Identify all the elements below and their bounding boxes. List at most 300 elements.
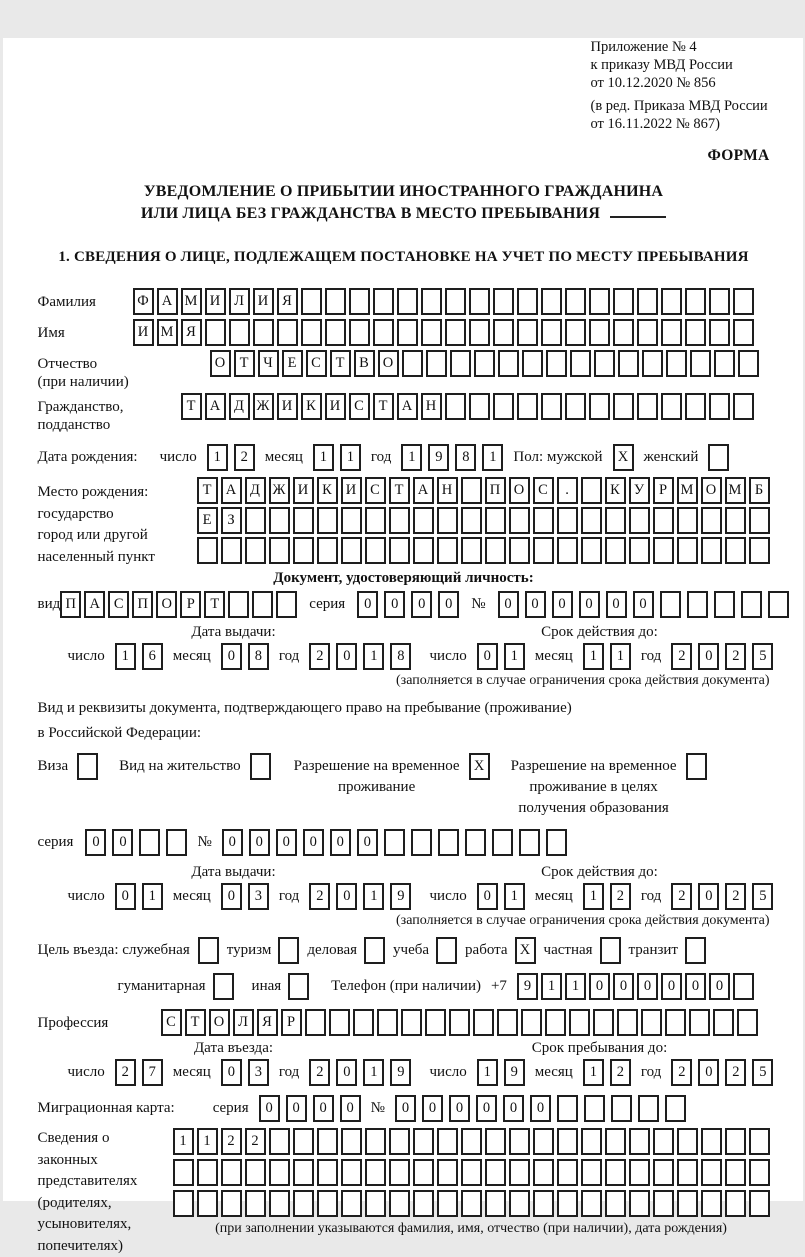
- study-checkbox[interactable]: [436, 937, 457, 964]
- char-cell[interactable]: А: [221, 477, 242, 504]
- char-cell[interactable]: [509, 507, 530, 534]
- char-cell[interactable]: [570, 350, 591, 377]
- char-cell[interactable]: Ж: [253, 393, 274, 420]
- char-cell[interactable]: [245, 537, 266, 564]
- char-cell[interactable]: [384, 829, 405, 856]
- char-cell[interactable]: [509, 1159, 530, 1186]
- char-cell[interactable]: С: [365, 477, 386, 504]
- char-cell[interactable]: [197, 537, 218, 564]
- char-cell[interactable]: Л: [229, 288, 250, 315]
- char-cell[interactable]: 0: [115, 883, 136, 910]
- char-cell[interactable]: [589, 319, 610, 346]
- char-cell[interactable]: [411, 829, 432, 856]
- char-cell[interactable]: Я: [181, 319, 202, 346]
- tourism-checkbox[interactable]: [278, 937, 299, 964]
- char-cell[interactable]: [421, 319, 442, 346]
- char-cell[interactable]: А: [84, 591, 105, 618]
- char-cell[interactable]: 2: [725, 1059, 746, 1086]
- private-checkbox[interactable]: [600, 937, 621, 964]
- char-cell[interactable]: [565, 319, 586, 346]
- char-cell[interactable]: [293, 507, 314, 534]
- char-cell[interactable]: [341, 507, 362, 534]
- char-cell[interactable]: 1: [340, 444, 361, 471]
- char-cell[interactable]: [469, 393, 490, 420]
- char-cell[interactable]: [637, 319, 658, 346]
- char-cell[interactable]: 0: [525, 591, 546, 618]
- char-cell[interactable]: [437, 1159, 458, 1186]
- char-cell[interactable]: [629, 1190, 650, 1217]
- char-cell[interactable]: 0: [357, 829, 378, 856]
- char-cell[interactable]: [665, 1095, 686, 1122]
- char-cell[interactable]: 0: [709, 973, 730, 1000]
- char-cell[interactable]: [629, 507, 650, 534]
- char-cell[interactable]: И: [133, 319, 154, 346]
- char-cell[interactable]: А: [413, 477, 434, 504]
- char-cell[interactable]: 1: [583, 643, 604, 670]
- char-cell[interactable]: 5: [752, 1059, 773, 1086]
- char-cell[interactable]: [687, 591, 708, 618]
- char-cell[interactable]: [353, 1009, 374, 1036]
- char-cell[interactable]: [637, 288, 658, 315]
- char-cell[interactable]: [221, 1190, 242, 1217]
- char-cell[interactable]: 1: [363, 883, 384, 910]
- char-cell[interactable]: 1: [482, 444, 503, 471]
- char-cell[interactable]: [450, 350, 471, 377]
- char-cell[interactable]: [449, 1009, 470, 1036]
- char-cell[interactable]: [677, 537, 698, 564]
- char-cell[interactable]: О: [378, 350, 399, 377]
- char-cell[interactable]: К: [301, 393, 322, 420]
- char-cell[interactable]: [517, 393, 538, 420]
- char-cell[interactable]: [613, 319, 634, 346]
- char-cell[interactable]: 0: [579, 591, 600, 618]
- char-cell[interactable]: Т: [389, 477, 410, 504]
- char-cell[interactable]: 0: [221, 643, 242, 670]
- char-cell[interactable]: [685, 319, 706, 346]
- char-cell[interactable]: 1: [583, 1059, 604, 1086]
- char-cell[interactable]: Л: [233, 1009, 254, 1036]
- char-cell[interactable]: [373, 319, 394, 346]
- char-cell[interactable]: [325, 288, 346, 315]
- humanitarian-checkbox[interactable]: [213, 973, 234, 1000]
- char-cell[interactable]: 0: [698, 643, 719, 670]
- char-cell[interactable]: Я: [277, 288, 298, 315]
- char-cell[interactable]: 0: [685, 973, 706, 1000]
- char-cell[interactable]: Т: [197, 477, 218, 504]
- char-cell[interactable]: 6: [142, 643, 163, 670]
- char-cell[interactable]: [373, 288, 394, 315]
- char-cell[interactable]: [317, 1190, 338, 1217]
- char-cell[interactable]: [605, 1128, 626, 1155]
- char-cell[interactable]: [653, 1128, 674, 1155]
- char-cell[interactable]: [413, 507, 434, 534]
- char-cell[interactable]: [277, 319, 298, 346]
- char-cell[interactable]: 0: [336, 883, 357, 910]
- char-cell[interactable]: [638, 1095, 659, 1122]
- char-cell[interactable]: [737, 1009, 758, 1036]
- char-cell[interactable]: [341, 1159, 362, 1186]
- sex-male-checkbox[interactable]: X: [613, 444, 634, 471]
- char-cell[interactable]: Д: [245, 477, 266, 504]
- char-cell[interactable]: [546, 350, 567, 377]
- char-cell[interactable]: [269, 1128, 290, 1155]
- char-cell[interactable]: [437, 507, 458, 534]
- char-cell[interactable]: [474, 350, 495, 377]
- char-cell[interactable]: Т: [181, 393, 202, 420]
- char-cell[interactable]: [581, 477, 602, 504]
- char-cell[interactable]: [293, 1190, 314, 1217]
- char-cell[interactable]: [245, 1190, 266, 1217]
- char-cell[interactable]: [473, 1009, 494, 1036]
- char-cell[interactable]: 8: [455, 444, 476, 471]
- char-cell[interactable]: С: [161, 1009, 182, 1036]
- char-cell[interactable]: [341, 1128, 362, 1155]
- char-cell[interactable]: 0: [633, 591, 654, 618]
- char-cell[interactable]: 2: [309, 643, 330, 670]
- char-cell[interactable]: [329, 1009, 350, 1036]
- char-cell[interactable]: [421, 288, 442, 315]
- char-cell[interactable]: [401, 1009, 422, 1036]
- char-cell[interactable]: [493, 319, 514, 346]
- char-cell[interactable]: М: [157, 319, 178, 346]
- char-cell[interactable]: 1: [583, 883, 604, 910]
- char-cell[interactable]: [685, 393, 706, 420]
- char-cell[interactable]: А: [205, 393, 226, 420]
- char-cell[interactable]: 0: [85, 829, 106, 856]
- char-cell[interactable]: [749, 507, 770, 534]
- char-cell[interactable]: 0: [411, 591, 432, 618]
- char-cell[interactable]: К: [605, 477, 626, 504]
- char-cell[interactable]: 0: [422, 1095, 443, 1122]
- char-cell[interactable]: [533, 1190, 554, 1217]
- char-cell[interactable]: [221, 537, 242, 564]
- char-cell[interactable]: 2: [671, 883, 692, 910]
- char-cell[interactable]: И: [277, 393, 298, 420]
- char-cell[interactable]: [768, 591, 789, 618]
- char-cell[interactable]: [519, 829, 540, 856]
- char-cell[interactable]: 0: [476, 1095, 497, 1122]
- char-cell[interactable]: Ч: [258, 350, 279, 377]
- char-cell[interactable]: [709, 319, 730, 346]
- char-cell[interactable]: [301, 319, 322, 346]
- char-cell[interactable]: 9: [428, 444, 449, 471]
- char-cell[interactable]: [197, 1159, 218, 1186]
- char-cell[interactable]: 0: [276, 829, 297, 856]
- char-cell[interactable]: [725, 1128, 746, 1155]
- char-cell[interactable]: 5: [752, 883, 773, 910]
- char-cell[interactable]: [677, 507, 698, 534]
- char-cell[interactable]: 9: [390, 883, 411, 910]
- char-cell[interactable]: [365, 1128, 386, 1155]
- char-cell[interactable]: [252, 591, 273, 618]
- char-cell[interactable]: [269, 1159, 290, 1186]
- char-cell[interactable]: [437, 1128, 458, 1155]
- char-cell[interactable]: 0: [661, 973, 682, 1000]
- char-cell[interactable]: 1: [142, 883, 163, 910]
- char-cell[interactable]: Б: [749, 477, 770, 504]
- char-cell[interactable]: [749, 1190, 770, 1217]
- char-cell[interactable]: И: [253, 288, 274, 315]
- char-cell[interactable]: 5: [752, 643, 773, 670]
- char-cell[interactable]: Т: [204, 591, 225, 618]
- char-cell[interactable]: [653, 1159, 674, 1186]
- char-cell[interactable]: [565, 288, 586, 315]
- char-cell[interactable]: О: [509, 477, 530, 504]
- char-cell[interactable]: 0: [357, 591, 378, 618]
- char-cell[interactable]: [413, 1190, 434, 1217]
- char-cell[interactable]: [493, 288, 514, 315]
- char-cell[interactable]: [613, 393, 634, 420]
- char-cell[interactable]: [725, 507, 746, 534]
- char-cell[interactable]: [402, 350, 423, 377]
- char-cell[interactable]: [509, 537, 530, 564]
- char-cell[interactable]: Т: [234, 350, 255, 377]
- char-cell[interactable]: [485, 1190, 506, 1217]
- char-cell[interactable]: [365, 1159, 386, 1186]
- char-cell[interactable]: [749, 1128, 770, 1155]
- char-cell[interactable]: [533, 1128, 554, 1155]
- char-cell[interactable]: [557, 1095, 578, 1122]
- char-cell[interactable]: З: [221, 507, 242, 534]
- char-cell[interactable]: [276, 591, 297, 618]
- char-cell[interactable]: [389, 507, 410, 534]
- char-cell[interactable]: [509, 1190, 530, 1217]
- char-cell[interactable]: 0: [112, 829, 133, 856]
- char-cell[interactable]: А: [157, 288, 178, 315]
- char-cell[interactable]: 1: [477, 1059, 498, 1086]
- char-cell[interactable]: [509, 1128, 530, 1155]
- char-cell[interactable]: [522, 350, 543, 377]
- char-cell[interactable]: [437, 537, 458, 564]
- char-cell[interactable]: О: [209, 1009, 230, 1036]
- char-cell[interactable]: О: [701, 477, 722, 504]
- char-cell[interactable]: 0: [336, 1059, 357, 1086]
- business-checkbox[interactable]: [364, 937, 385, 964]
- char-cell[interactable]: [317, 1159, 338, 1186]
- char-cell[interactable]: [445, 288, 466, 315]
- char-cell[interactable]: 0: [286, 1095, 307, 1122]
- char-cell[interactable]: [677, 1128, 698, 1155]
- char-cell[interactable]: [389, 1128, 410, 1155]
- char-cell[interactable]: [301, 288, 322, 315]
- char-cell[interactable]: [677, 1190, 698, 1217]
- char-cell[interactable]: [661, 319, 682, 346]
- char-cell[interactable]: О: [156, 591, 177, 618]
- char-cell[interactable]: [709, 393, 730, 420]
- char-cell[interactable]: [469, 288, 490, 315]
- char-cell[interactable]: [205, 319, 226, 346]
- char-cell[interactable]: 1: [173, 1128, 194, 1155]
- char-cell[interactable]: 0: [438, 591, 459, 618]
- char-cell[interactable]: [637, 393, 658, 420]
- char-cell[interactable]: [485, 1128, 506, 1155]
- char-cell[interactable]: [461, 1128, 482, 1155]
- char-cell[interactable]: [581, 1128, 602, 1155]
- char-cell[interactable]: [557, 1159, 578, 1186]
- char-cell[interactable]: [533, 1159, 554, 1186]
- char-cell[interactable]: [253, 319, 274, 346]
- char-cell[interactable]: [413, 1159, 434, 1186]
- char-cell[interactable]: 7: [142, 1059, 163, 1086]
- char-cell[interactable]: М: [181, 288, 202, 315]
- char-cell[interactable]: [341, 537, 362, 564]
- char-cell[interactable]: Т: [330, 350, 351, 377]
- char-cell[interactable]: [389, 1190, 410, 1217]
- char-cell[interactable]: [653, 1190, 674, 1217]
- char-cell[interactable]: 1: [197, 1128, 218, 1155]
- char-cell[interactable]: [613, 288, 634, 315]
- char-cell[interactable]: [733, 973, 754, 1000]
- char-cell[interactable]: [349, 319, 370, 346]
- char-cell[interactable]: 1: [313, 444, 334, 471]
- char-cell[interactable]: [725, 1190, 746, 1217]
- char-cell[interactable]: 0: [222, 829, 243, 856]
- char-cell[interactable]: [738, 350, 759, 377]
- char-cell[interactable]: 0: [313, 1095, 334, 1122]
- char-cell[interactable]: [245, 507, 266, 534]
- char-cell[interactable]: [365, 537, 386, 564]
- char-cell[interactable]: [642, 350, 663, 377]
- char-cell[interactable]: А: [397, 393, 418, 420]
- char-cell[interactable]: [605, 1159, 626, 1186]
- char-cell[interactable]: [221, 1159, 242, 1186]
- residence-permit-checkbox[interactable]: [250, 753, 271, 780]
- char-cell[interactable]: [589, 393, 610, 420]
- char-cell[interactable]: 0: [259, 1095, 280, 1122]
- char-cell[interactable]: [541, 319, 562, 346]
- char-cell[interactable]: С: [349, 393, 370, 420]
- other-purpose-checkbox[interactable]: [288, 973, 309, 1000]
- char-cell[interactable]: 1: [207, 444, 228, 471]
- char-cell[interactable]: [517, 319, 538, 346]
- char-cell[interactable]: Е: [197, 507, 218, 534]
- char-cell[interactable]: 1: [363, 1059, 384, 1086]
- char-cell[interactable]: С: [108, 591, 129, 618]
- char-cell[interactable]: [269, 507, 290, 534]
- char-cell[interactable]: [629, 1128, 650, 1155]
- char-cell[interactable]: 0: [395, 1095, 416, 1122]
- char-cell[interactable]: [594, 350, 615, 377]
- char-cell[interactable]: [317, 537, 338, 564]
- char-cell[interactable]: [445, 393, 466, 420]
- char-cell[interactable]: [317, 1128, 338, 1155]
- char-cell[interactable]: У: [629, 477, 650, 504]
- char-cell[interactable]: 2: [671, 1059, 692, 1086]
- char-cell[interactable]: [714, 350, 735, 377]
- char-cell[interactable]: С: [306, 350, 327, 377]
- char-cell[interactable]: [557, 537, 578, 564]
- char-cell[interactable]: [465, 829, 486, 856]
- char-cell[interactable]: [660, 591, 681, 618]
- char-cell[interactable]: [377, 1009, 398, 1036]
- char-cell[interactable]: Т: [373, 393, 394, 420]
- char-cell[interactable]: И: [205, 288, 226, 315]
- char-cell[interactable]: [690, 350, 711, 377]
- char-cell[interactable]: 0: [477, 643, 498, 670]
- char-cell[interactable]: [461, 1190, 482, 1217]
- char-cell[interactable]: 0: [340, 1095, 361, 1122]
- char-cell[interactable]: [666, 350, 687, 377]
- char-cell[interactable]: 0: [503, 1095, 524, 1122]
- char-cell[interactable]: 1: [115, 643, 136, 670]
- char-cell[interactable]: [709, 288, 730, 315]
- char-cell[interactable]: 2: [725, 883, 746, 910]
- char-cell[interactable]: [469, 319, 490, 346]
- char-cell[interactable]: [733, 319, 754, 346]
- char-cell[interactable]: [581, 507, 602, 534]
- char-cell[interactable]: [397, 319, 418, 346]
- char-cell[interactable]: О: [210, 350, 231, 377]
- char-cell[interactable]: [461, 537, 482, 564]
- char-cell[interactable]: [521, 1009, 542, 1036]
- char-cell[interactable]: 2: [234, 444, 255, 471]
- char-cell[interactable]: М: [725, 477, 746, 504]
- char-cell[interactable]: [629, 1159, 650, 1186]
- char-cell[interactable]: 1: [401, 444, 422, 471]
- char-cell[interactable]: Ж: [269, 477, 290, 504]
- char-cell[interactable]: 8: [248, 643, 269, 670]
- char-cell[interactable]: Д: [229, 393, 250, 420]
- char-cell[interactable]: [293, 537, 314, 564]
- char-cell[interactable]: [425, 1009, 446, 1036]
- char-cell[interactable]: 0: [336, 643, 357, 670]
- char-cell[interactable]: [485, 507, 506, 534]
- char-cell[interactable]: И: [325, 393, 346, 420]
- char-cell[interactable]: 9: [517, 973, 538, 1000]
- char-cell[interactable]: [725, 537, 746, 564]
- char-cell[interactable]: [701, 1128, 722, 1155]
- transit-checkbox[interactable]: [685, 937, 706, 964]
- char-cell[interactable]: [497, 1009, 518, 1036]
- char-cell[interactable]: 0: [698, 883, 719, 910]
- char-cell[interactable]: [546, 829, 567, 856]
- char-cell[interactable]: 3: [248, 1059, 269, 1086]
- char-cell[interactable]: [413, 1128, 434, 1155]
- char-cell[interactable]: [584, 1095, 605, 1122]
- char-cell[interactable]: [545, 1009, 566, 1036]
- char-cell[interactable]: [557, 507, 578, 534]
- char-cell[interactable]: [665, 1009, 686, 1036]
- char-cell[interactable]: 0: [249, 829, 270, 856]
- official-purpose-checkbox[interactable]: [198, 937, 219, 964]
- char-cell[interactable]: [533, 507, 554, 534]
- char-cell[interactable]: [733, 288, 754, 315]
- visa-checkbox[interactable]: [77, 753, 98, 780]
- temporary-residence-checkbox[interactable]: X: [469, 753, 490, 780]
- char-cell[interactable]: [445, 319, 466, 346]
- char-cell[interactable]: 0: [477, 883, 498, 910]
- char-cell[interactable]: 1: [504, 643, 525, 670]
- char-cell[interactable]: 0: [589, 973, 610, 1000]
- char-cell[interactable]: 0: [698, 1059, 719, 1086]
- char-cell[interactable]: [661, 393, 682, 420]
- char-cell[interactable]: [413, 537, 434, 564]
- char-cell[interactable]: [605, 537, 626, 564]
- char-cell[interactable]: [269, 537, 290, 564]
- char-cell[interactable]: Н: [437, 477, 458, 504]
- char-cell[interactable]: [492, 829, 513, 856]
- char-cell[interactable]: [685, 288, 706, 315]
- char-cell[interactable]: [593, 1009, 614, 1036]
- char-cell[interactable]: [437, 1190, 458, 1217]
- char-cell[interactable]: [653, 507, 674, 534]
- char-cell[interactable]: [611, 1095, 632, 1122]
- char-cell[interactable]: [661, 288, 682, 315]
- char-cell[interactable]: Р: [653, 477, 674, 504]
- char-cell[interactable]: [461, 477, 482, 504]
- char-cell[interactable]: 1: [504, 883, 525, 910]
- char-cell[interactable]: 0: [498, 591, 519, 618]
